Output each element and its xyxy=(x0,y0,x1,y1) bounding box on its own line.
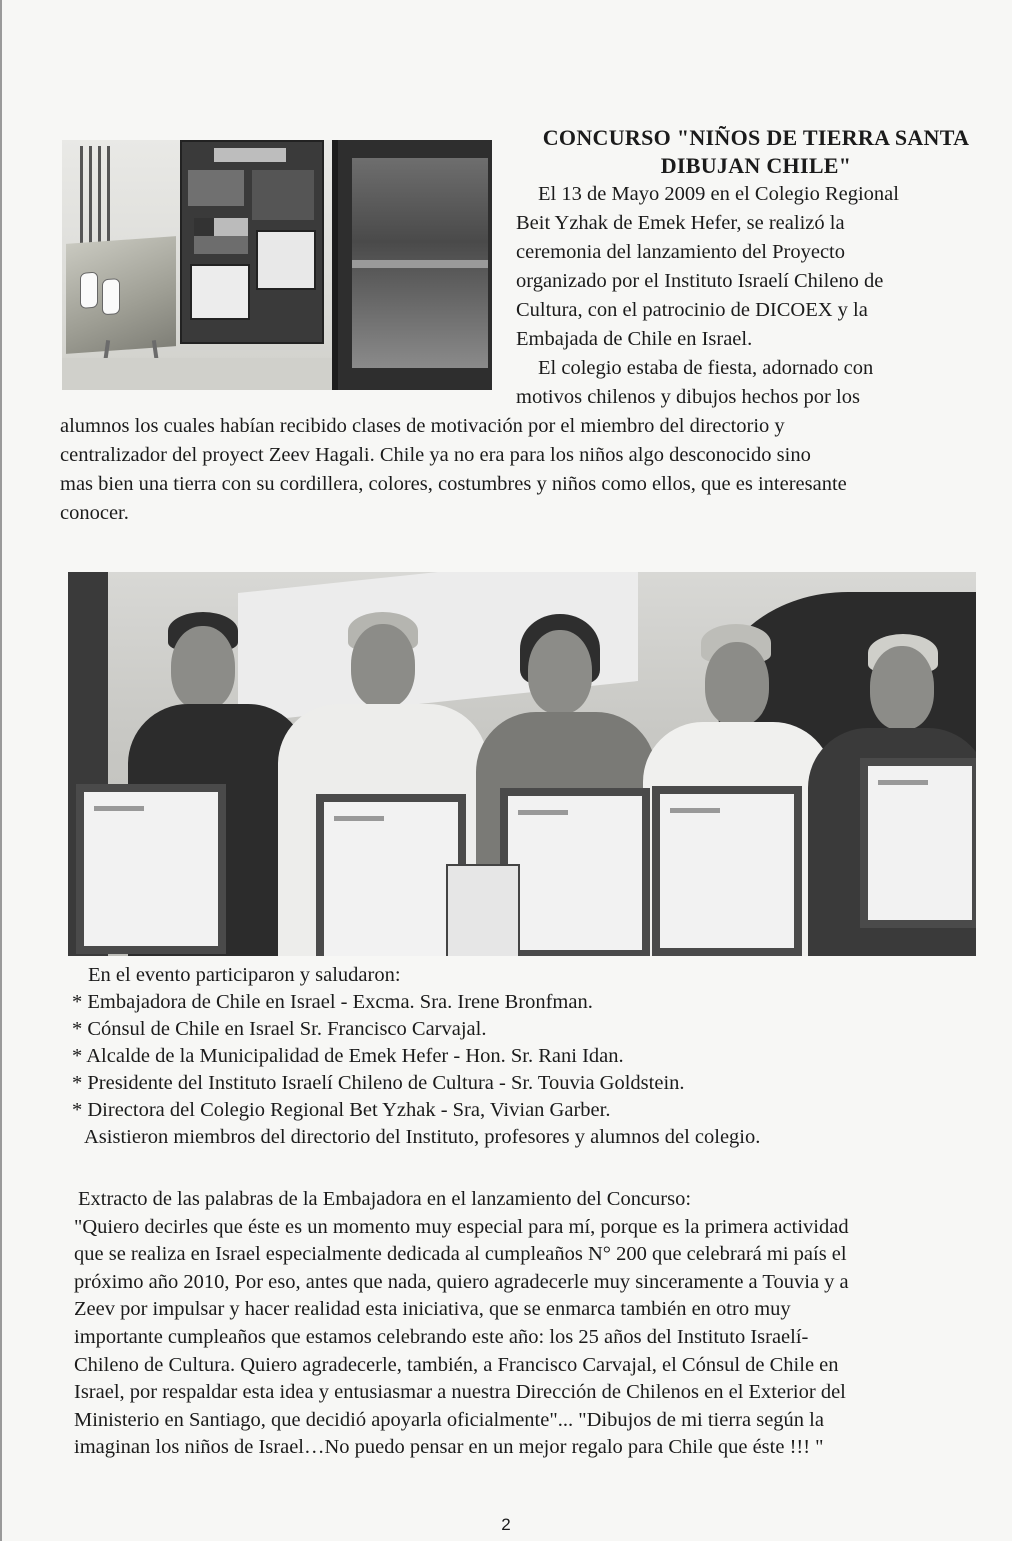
text-line: Chileno de Cultura. Quiero agradecerle, también, a Francisco Carvajal, el Cónsul de Chile en xyxy=(74,1353,839,1376)
text-line: ceremonia del lanzamiento del Proyecto xyxy=(516,241,846,263)
text-line: Beit Yzhak de Emek Hefer, se realizó la xyxy=(516,212,845,234)
intro-paragraph xyxy=(516,180,996,412)
text-line: El 13 de Mayo 2009 en el Colegio Regional xyxy=(538,183,899,205)
text-line: que se realiza en Israel especialmente dedicada al cumpleaños N° 200 que celebrará mi país el xyxy=(74,1243,847,1266)
text-line: Cultura, con el patrocinio de DICOEX y la xyxy=(516,299,868,321)
certificate-frame xyxy=(316,794,466,956)
participants-list xyxy=(72,962,992,1151)
title-line: CONCURSO "NIÑOS DE TIERRA SANTA xyxy=(542,125,970,150)
intro-continuation xyxy=(60,412,1012,528)
text-line: organizado por el Instituto Israelí Chileno de xyxy=(516,270,884,292)
text-line: Embajada de Chile en Israel. xyxy=(516,328,753,350)
text-line: "Quiero decirles que éste es un momento muy especial para mí, porque es la primera actividad xyxy=(74,1215,849,1238)
extract-heading: Extracto de las palabras de la Embajadora en el lanzamiento del Concurso: xyxy=(78,1188,692,1210)
text-line: centralizador del proyect Zeev Hagali. Chile ya no era para los niños algo desconocido sino xyxy=(60,444,811,466)
certificate-frame xyxy=(76,784,226,954)
page-number: 2 xyxy=(501,1515,511,1534)
text-line: Zeev por impulsar y hacer realidad esta iniciativa, que se enmarca también en otro muy xyxy=(74,1298,791,1321)
list-item: * Embajadora de Chile en Israel - Excma. Sra. Irene Bronfman. xyxy=(72,991,593,1013)
certificate-frame xyxy=(500,788,650,956)
easel-painting xyxy=(66,236,176,354)
list-item: * Presidente del Instituto Israelí Chileno de Cultura - Sr. Touvia Goldstein. xyxy=(72,1072,685,1094)
text-line: mas bien una tierra con su cordillera, colores, costumbres y niños como ellos, que es interesante xyxy=(60,473,847,495)
page-edge xyxy=(0,0,2,1541)
text-line: Israel, por respaldar esta idea y entusiasmar a nuestra Dirección de Chilenos en el Exterior del xyxy=(74,1381,846,1404)
list-item: * Cónsul de Chile en Israel Sr. Francisco Carvajal. xyxy=(72,1018,487,1040)
text-line: motivos chilenos y dibujos hechos por los xyxy=(516,386,860,408)
list-item: * Alcalde de la Municipalidad de Emek Hefer - Hon. Sr. Rani Idan. xyxy=(72,1045,624,1067)
chile-flag-icon xyxy=(194,218,248,254)
list-heading: En el evento participaron y saludaron: xyxy=(88,964,401,986)
school-plaque xyxy=(446,864,520,956)
text-line: importante cumpleaños que estamos celebrando este año: los 25 años del Instituto Israelí- xyxy=(74,1325,809,1348)
title-line: DIBUJAN CHILE" xyxy=(660,153,852,178)
group-photo xyxy=(68,572,976,956)
floor xyxy=(62,358,332,390)
text-line: próximo año 2010, Por eso, antes que nada, quiero agradecerle muy sinceramente a Touvia y a xyxy=(74,1270,849,1293)
text-line: imaginan los niños de Israel…No puedo pensar en un mejor regalo para Chile que éste !!! " xyxy=(74,1436,824,1459)
display-board xyxy=(180,140,324,344)
speech-extract xyxy=(74,1186,1012,1462)
list-closing: Asistieron miembros del directorio del Instituto, profesores y alumnos del colegio. xyxy=(84,1126,761,1148)
exhibition-photo xyxy=(62,140,492,390)
certificate-frame xyxy=(652,786,802,956)
text-line: alumnos los cuales habían recibido clases de motivación por el miembro del directorio y xyxy=(60,415,785,437)
text-line: conocer. xyxy=(60,502,129,524)
certificate-frame xyxy=(860,758,976,928)
article-title xyxy=(500,124,1012,180)
text-line: El colegio estaba de fiesta, adornado con xyxy=(538,357,874,379)
list-item: * Directora del Colegio Regional Bet Yzhak - Sra, Vivian Garber. xyxy=(72,1099,611,1121)
glass-door xyxy=(332,140,492,390)
text-line: Ministerio en Santiago, que decidió apoyarla oficialmente"... "Dibujos de mi tierra según la xyxy=(74,1408,824,1431)
